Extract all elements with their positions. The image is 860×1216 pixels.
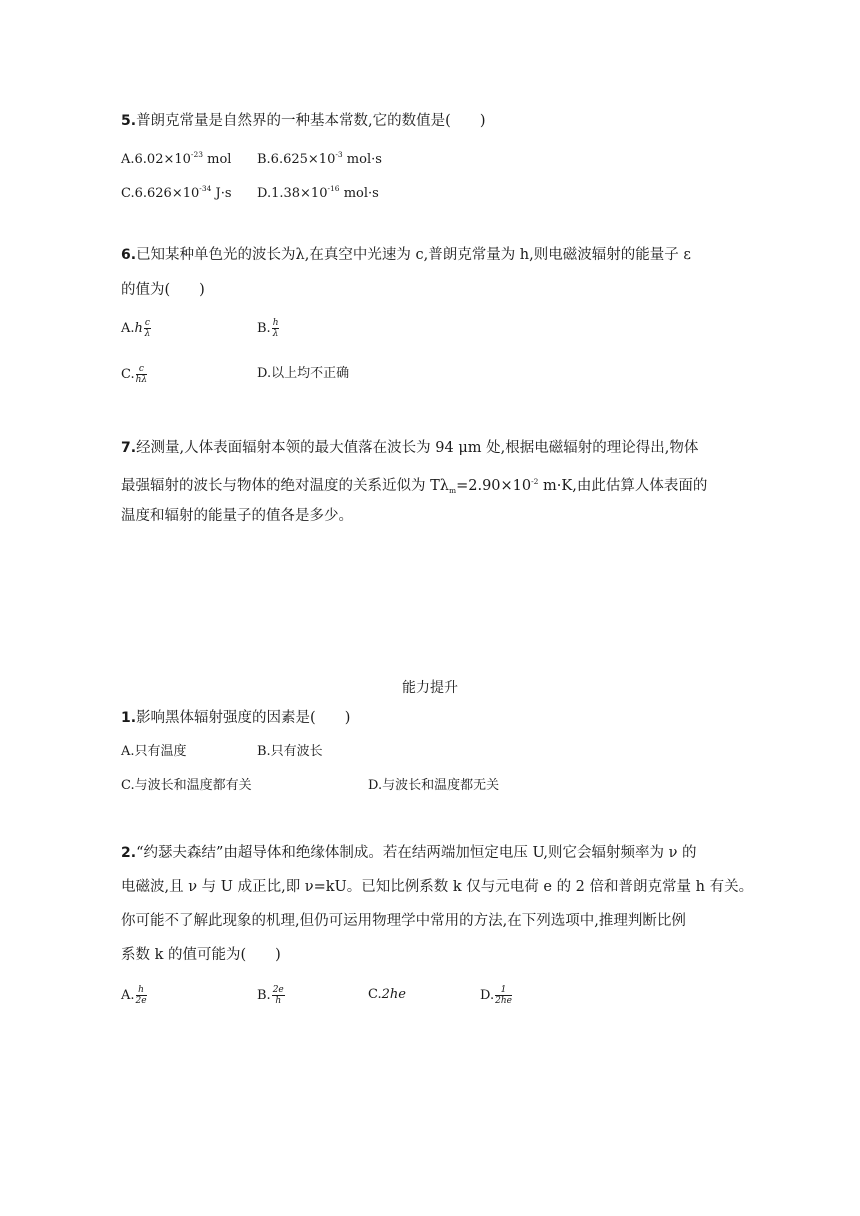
q7-line3: 温度和辐射的能量子的值各是多少。 <box>121 508 353 524</box>
p1-option-a: A.只有温度 <box>121 744 187 759</box>
q5-option-b: $B.6.625\times 10^{-3}$ mol·s <box>257 150 382 167</box>
q5-stem-text: 普朗克常量是自然界的一种基本常数,它的数值是( ) <box>136 113 486 129</box>
p2-option-b-fraction: $\frac{2e}{h}$ <box>272 985 284 1006</box>
p2-option-d: D. $\frac{1}{2he}$ <box>480 985 512 1006</box>
p2-option-b: B. $\frac{2e}{h}$ <box>257 985 284 1006</box>
q5-number: 5. <box>121 113 137 129</box>
p2-number: 2. <box>121 845 137 861</box>
q6-option-b: B. $\frac{h}{\lambda}$ <box>257 318 279 339</box>
p2-option-a: A. $\frac{h}{2e}$ <box>121 985 147 1006</box>
q6-stem-line1: 6.已知某种单色光的波长为λ,在真空中光速为 c,普朗克常量为 h,则电磁波辐射的能量子 ε <box>121 247 691 263</box>
p2-option-c: C.2he <box>368 987 406 1002</box>
q5-option-d: $D.1.38\times 10^{-16}$ mol·s <box>257 184 379 201</box>
p2-line3: 你可能不了解此现象的机理,但仍可运用物理学中常用的方法,在下列选项中,推理判断比例 <box>121 913 686 929</box>
p1-number: 1. <box>121 710 137 726</box>
p2-line2: 电磁波,且 ν 与 U 成正比,即 ν=kU。已知比例系数 k 仅与元电荷 e 的 2 倍和普朗克常量 h 有关。 <box>121 879 754 895</box>
q6-option-b-fraction: $\frac{h}{\lambda}$ <box>272 318 279 339</box>
p2-option-a-fraction: $\frac{h}{2e}$ <box>135 985 147 1006</box>
q5-option-c: $C.6.626\times 10^{-34}$ J·s <box>121 184 232 201</box>
q5-stem <box>121 111 485 131</box>
p2-line4: 系数 k 的值可能为( ) <box>121 947 281 963</box>
p1-option-b: B.只有波长 <box>257 744 323 759</box>
p2-line1: 2.“约瑟夫森结”由超导体和绝缘体制成。若在结两端加恒定电压 U,则它会辐射频率为 ν 的 <box>121 845 697 861</box>
p2-option-d-fraction: $\frac{1}{2he}$ <box>495 985 512 1006</box>
q6-option-c-fraction: $\frac{c}{h\lambda}$ <box>135 364 148 385</box>
section-heading: 能力提升 <box>402 680 458 696</box>
q6-stem-line2: 的值为( ) <box>121 282 205 298</box>
q6-option-c: C. $\frac{c}{h\lambda}$ <box>121 364 148 385</box>
q5-option-a: $A.6.02\times 10^{-23}$ mol <box>121 150 232 167</box>
q6-number: 6. <box>121 247 137 263</box>
q6-option-a: A.h $\frac{c}{\lambda}$ <box>121 318 151 339</box>
q7-line2: 最强辐射的波长与物体的绝对温度的关系近似为 $T\lambda_m=2.90\times 10^{-2}$ m·K,由此估算人体表面的 <box>121 477 708 495</box>
q6-option-a-fraction: $\frac{c}{\lambda}$ <box>144 318 151 339</box>
p1-stem: 1.影响黑体辐射强度的因素是( ) <box>121 710 351 726</box>
p1-option-c: C.与波长和温度都有关 <box>121 778 252 793</box>
p1-option-d: D.与波长和温度都无关 <box>368 778 500 793</box>
q6-option-d: D.以上均不正确 <box>257 366 350 381</box>
q7-line1: 7.经测量,人体表面辐射本领的最大值落在波长为 94 μm 处,根据电磁辐射的理论得出,物体 <box>121 440 699 456</box>
q7-number: 7. <box>121 440 137 456</box>
